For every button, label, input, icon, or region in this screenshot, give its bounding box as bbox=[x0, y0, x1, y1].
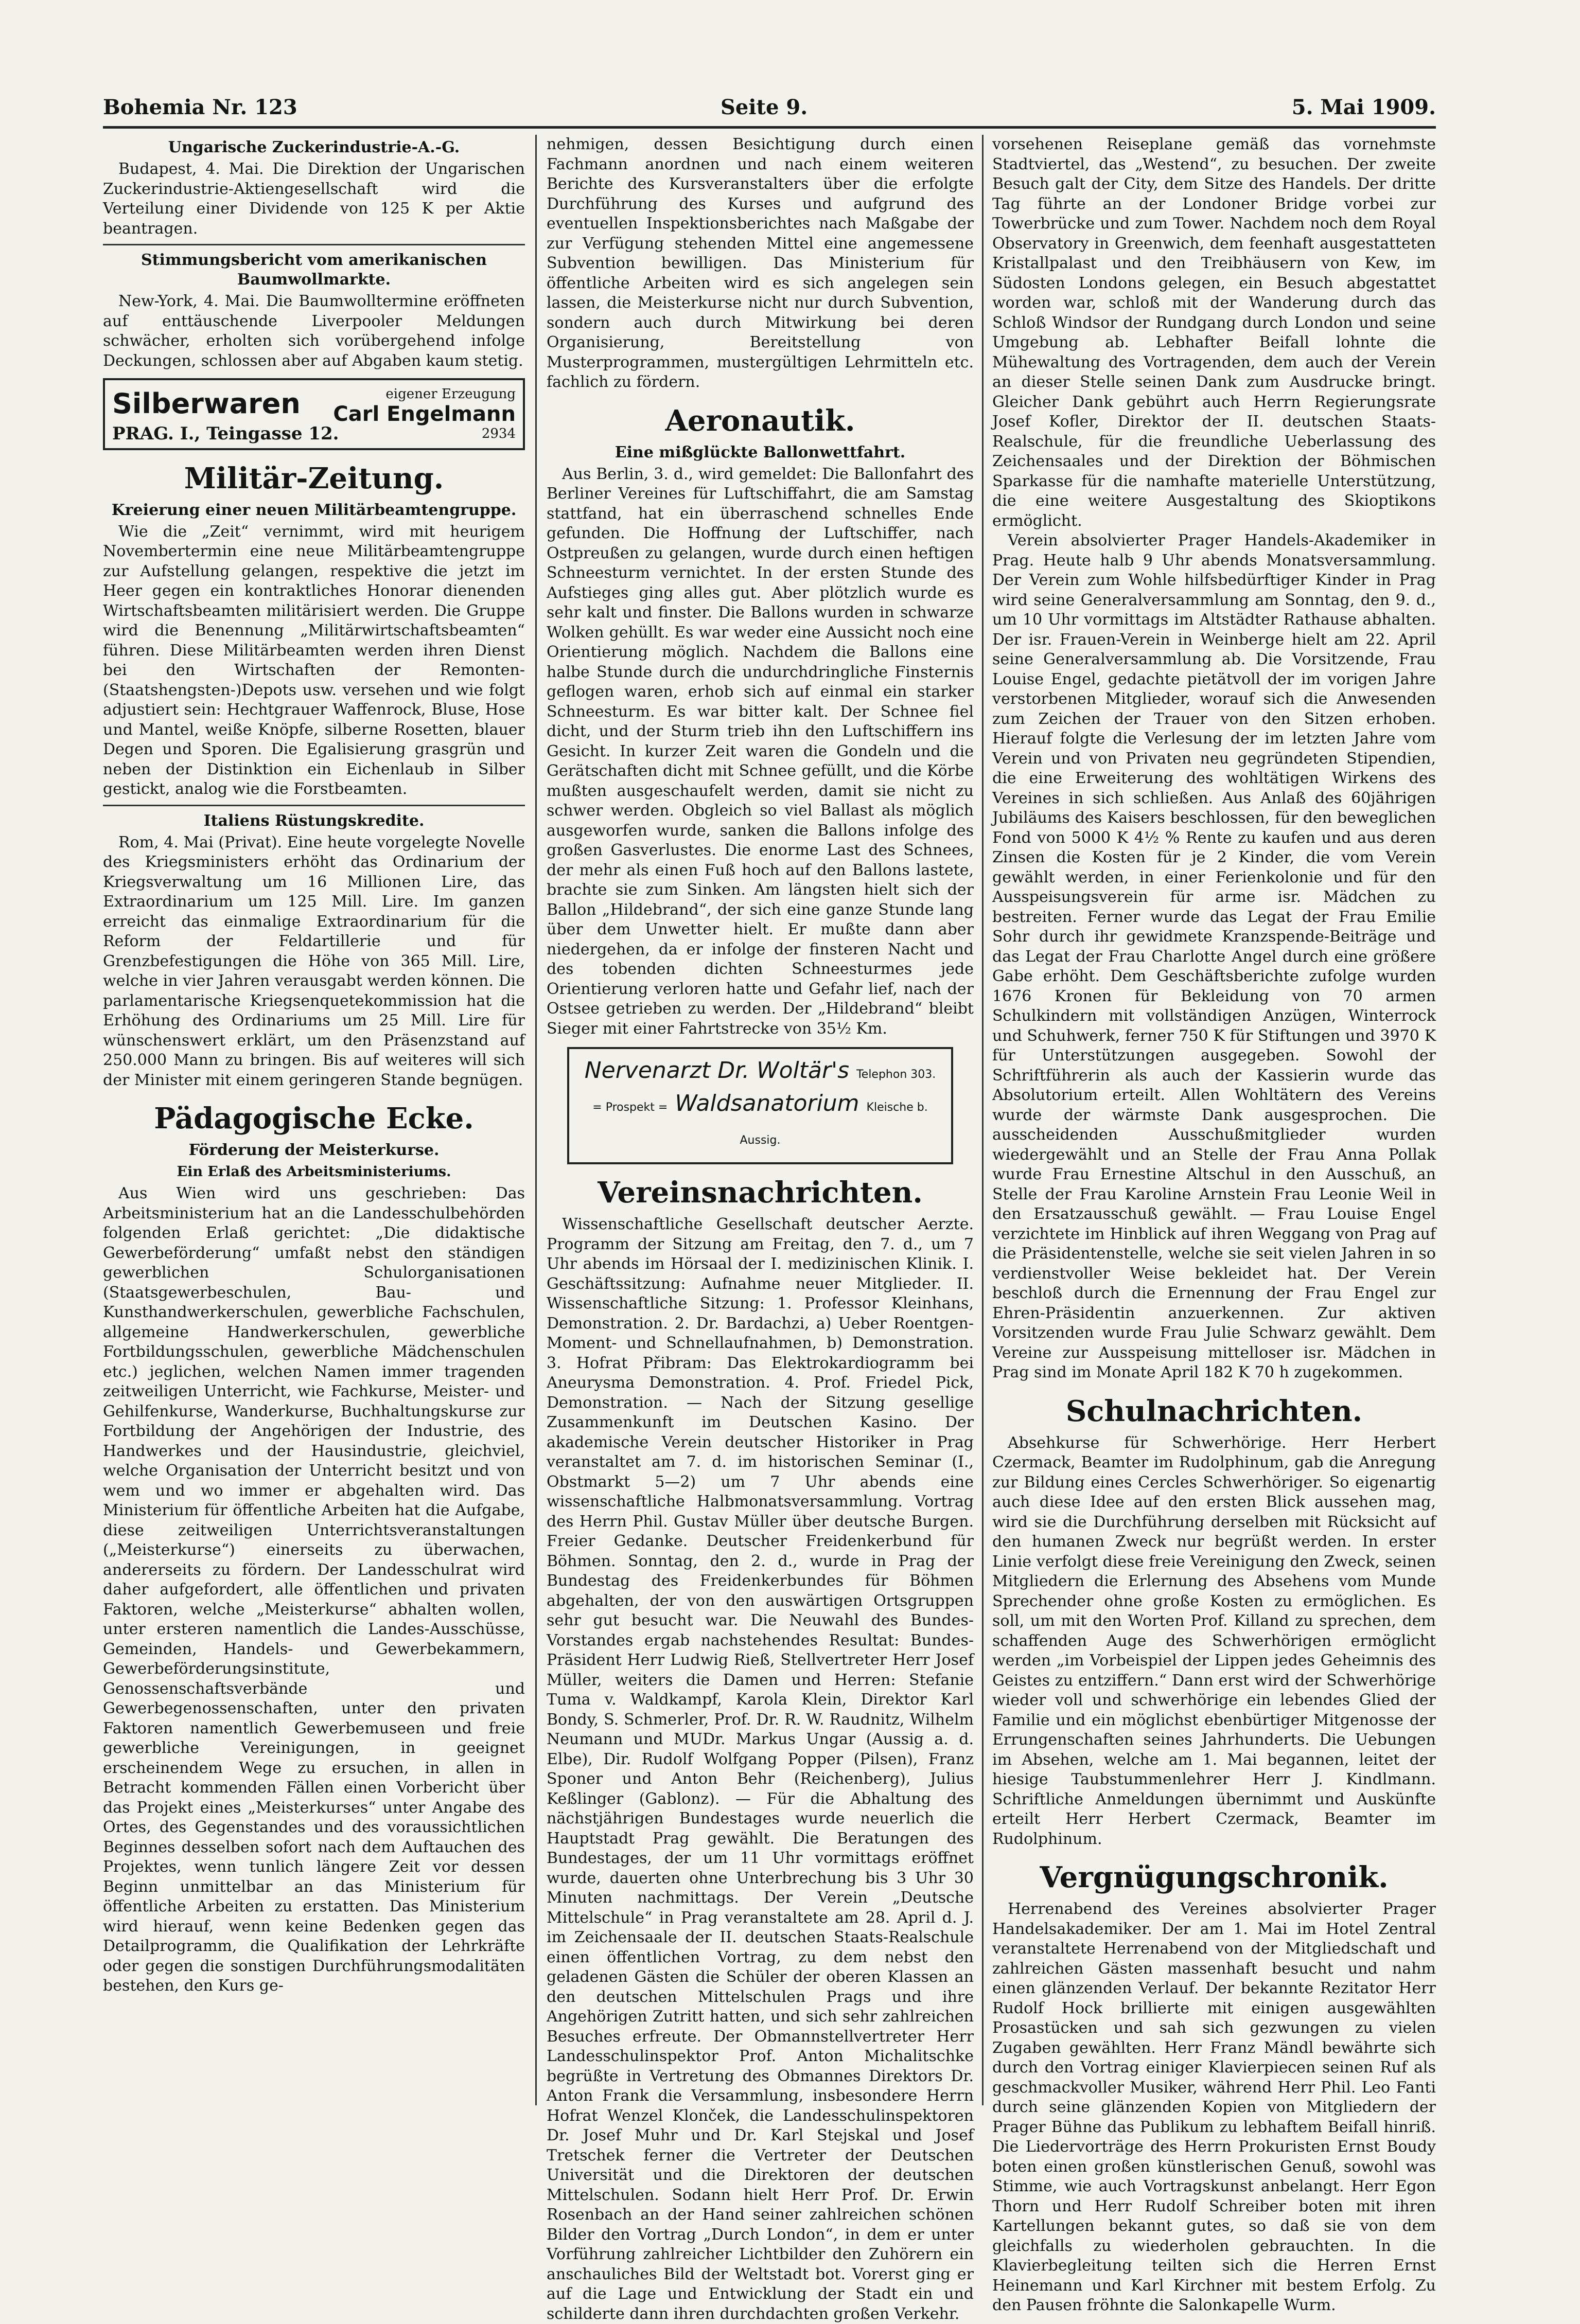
column-3 bbox=[992, 135, 1436, 2314]
column-divider bbox=[535, 135, 537, 2105]
article-body: Absehkurse für Schwerhörige. Herr Herbert Czermack, Beamter im Rudolphinum, gab die Anregung zur Bildung eines Cercles Schwerhöriger. So eigenartig auch diese Idee auf den ersten Blick aussehen mag, wird sie die Durchführung derselben mit Rücksicht auf den humanen Zweck nur begrüßt werden. In erster Linie verfolgt diese freie Vereinigung den Zweck, seinen Mitgliedern die Erlernung des Absehens vom Munde Sprechender ohne große Kosten zu ermöglichen. Es soll, um mit den Worten Prof. Killand zu sprechen, dem schaffenden Auge des Schwerhörigen ermöglicht werden „im Vorbeispiel der Lippen jedes Geheimnis des Geistes zu entziffern.“ Dann erst wird der Schwerhörige wieder voll und schwerhörige ein lebendes Glied der Familie und ein möglichst ebenbürtiger Mitgenosse der Errungenschaften seines Jahrhunderts. Die Uebungen im Absehen, welche am 1. Mai begannen, leitet der hiesige Taubstummenlehrer Herr J. Kindlmann. Schriftliche Anmeldungen übernimmt und Auskünfte erteilt Herr Herbert Czermack, Beamter im Rudolphinum. bbox=[992, 1433, 1436, 1848]
header-date: 5. Mai 1909. bbox=[1291, 95, 1436, 119]
ad-address: PRAG. I., Teingasse 12. bbox=[112, 423, 339, 444]
divider bbox=[103, 244, 525, 245]
article-body: vorsehenen Reiseplane gemäß das vornehmste Stadtviertel, das „Westend“, zu besuchen. Der zweite Besuch galt der City, dem Sitze des Handels. Der dritte Tag führte an der Londoner Bridge vorbei zur Towerbrücke und zum Tower. Nachdem noch dem Royal Observatory in Greenwich, dem feenhaft ausgestatteten Kristallpalast und den Treibhäusern von Kew, im Südosten Londons gelegen, ein Besuch abgestattet worden war, schloß mit der Wanderung durch das Schloß Windsor der Rundgang durch London und seine Umgebung ab. Lebhafter Beifall lohnte die Mühewaltung des Vortragenden, dem auch der Verein an dieser Stelle seinen Dank zum Ausdrucke bringt. Gleicher Dank gebührt auch Herrn Regierungsrate Josef Kofler, Direktor der II. deutschen Staats-Realschule, für die freundliche Ueberlassung des Zeichensaales und der Direktion der Böhmischen Sparkasse für die namhafte materielle Unterstützung, die eine weitere Ausgestaltung des Skioptikons ermöglicht. bbox=[992, 135, 1436, 530]
sanatorium-advertisement bbox=[567, 1047, 953, 1164]
article-body: nehmigen, dessen Besichtigung durch einen Fachmann anordnen und nach einem weiteren Berichte des Kursveranstalters über die erfolgte Durchführung des Kurses und aufgrund des eventuellen Inspektionsberichtes nach Maßgabe der zur Verfügung stehenden Mittel eine angemessene Subvention bewilligen. Das Ministerium für öffentliche Arbeiten wird es sich angelegen sein lassen, die Meisterkurse nicht nur durch Subvention, sondern auch durch Mitwirkung bei deren Organisierung, Bereitstellung von Musterprogrammen, mustergültigen Lehrmitteln etc. fachlich zu fördern. bbox=[547, 135, 974, 391]
article-heading: Kreierung einer neuen Militärbeamtengruppe. bbox=[111, 501, 517, 519]
article-heading: Eine mißglückte Ballonwettfahrt. bbox=[615, 443, 906, 462]
article-body: Rom, 4. Mai (Privat). Eine heute vorgelegte Novelle des Kriegsministers erhöht das Ordinarium der Kriegsverwaltung um 16 Millionen Lire, das Extraordinarium um 125 Mill. Lire. Im ganzen erreicht das einmalige Extraordinarium für die Reform der Feldartillerie und für Grenzbefestigungen die Höhe von 365 Mill. Lire, welche in vier Jahren verausgabt werden können. Die parlamentarische Kriegsenquetekommission hat die Erhöhung des Ordinariums um 25 Mill. Lire für wünschenswert erklärt, um den Präsenzstand auf 250.000 Mann zu bringen. Bis auf weiteres will sich der Minister mit einem geringeren Stande begnügen. bbox=[103, 833, 525, 1089]
article-heading: Italiens Rüstungskredite. bbox=[203, 811, 425, 830]
section-title: Schulnachrichten. bbox=[1065, 1394, 1363, 1428]
ad-headline: Silberwaren bbox=[112, 387, 301, 420]
page-header bbox=[103, 95, 1436, 129]
article-body: Wie die „Zeit“ vernimmt, wird mit heurigem Novembertermin eine neue Militärbeamtengruppe zur Aufstellung gelangen, respektive die jetzt im Heer gegen ein kontraktliches Honorar dienenden Wirtschaftsbeamten militärisiert werden. Die Gruppe wird die Benennung „Militärwirtschaftsbeamten“ führen. Diese Militärbeamten werden ihren Dienst bei den Wirtschaften der Remonten-(Staatshengsten-)Depots usw. versehen und wie folgt adjustiert sein: Hechtgrauer Waffenrock, Bluse, Hose und Mantel, weiße Knöpfe, silberne Rosetten, blauer Degen und Sporen. Die Egalisierung grasgrün und neben der Distinktion ein Eichenlaub in Silber gestickt, analog wie die Forstbeamten. bbox=[103, 522, 525, 798]
article-body: Aus Wien wird uns geschrieben: Das Arbeitsministerium hat an die Landesschulbehörden folgenden Erlaß gerichtet: „Die didaktische Gewerbeförderung“ umfaßt nebst den ständigen gewerblichen Schulorganisationen (Staatsgewerbeschulen, Bau- und Kunsthandwerkerschulen, gewerbliche Fachschulen, allgemeine Handwerkerschulen, gewerbliche Fortbildungsschulen, gewerbliche Mädchenschulen etc.) jeglichen, welchen Namen immer tragenden zeitweiligen Unterricht, wie Fachkurse, Meister- und Gehilfenkurse, Wanderkurse, Buchhaltungskurse zur Fortbildung der Angehörigen der Industrie, des Handwerkes und der Hausindustrie, gleichviel, welche Organisation der Unterricht besitzt und von wem und wo immer er abgehalten wird. Das Ministerium für öffentliche Arbeiten hat die Aufgabe, diese zeitweiligen Unterrichtsveranstaltungen („Meisterkurse“) einerseits zu überwachen, andererseits zu fördern. Der Landesschulrat wird daher aufgefordert, alle öffentlichen und privaten Faktoren, welche „Meisterkurse“ abhalten wollen, unter ersteren namentlich die Landes-Ausschüsse, Gemeinden, Handels- und Gewerbekammern, Gewerbeförderungsinstitute, Genossenschaftsverbände und Gewerbegenossenschaften, unter den privaten Faktoren namentlich Gewerbemuseen und freie gewerbliche Vereinigungen, in geeignet erscheinendem Wege zu ersuchen, in allen in Betracht kommenden Fällen einen Vorbericht über das Projekt eines „Meisterkurses“ unter Angabe des Ortes, des Gegenstandes und des voraussichtlichen Beginnes desselben sofort nach dem Auftauchen des Projektes, wenn tunlich längere Zeit vor dessen Beginn unmittelbar an das Ministerium für öffentliche Arbeiten zu erstatten. Das Ministerium wird hierauf, wenn keine Bedenken gegen das Detailprogramm, die Qualifikation der Lehrkräfte oder gegen die sonstigen Durchführungsmodalitäten bestehen, den Kurs ge- bbox=[103, 1184, 525, 1995]
section-title: Vergnügungschronik. bbox=[1040, 1860, 1389, 1894]
ad-location: Kleische b. Aussig. bbox=[740, 1101, 928, 1147]
article-heading: Ungarische Zuckerindustrie-A.-G. bbox=[168, 138, 460, 156]
ad-subline: eigener Erzeugung bbox=[385, 386, 516, 402]
ad-name: Waldsanatorium bbox=[675, 1090, 859, 1116]
article-body: New-York, 4. Mai. Die Baumwolltermine eröffneten auf enttäuschende Liverpooler Meldungen schwächer, erholten sich vorübergehend infolge Deckungen, schlossen aber auf Abgaben kaum stetig. bbox=[103, 292, 525, 370]
ad-title: Nervenarzt Dr. Woltär's bbox=[584, 1057, 850, 1084]
article-body: Wissenschaftliche Gesellschaft deutscher Aerzte. Programm der Sitzung am Freitag, den 7. d., um 7 Uhr abends im Hörsaal der I. medizinischen Klinik. I. Geschäftssitzung: Aufnahme neuer Mitglieder. II. Wissenschaftliche Sitzung: 1. Professor Kleinhans, Demonstration. 2. Dr. Bardachzi, a) Ueber Roentgen-Moment- und Schnellaufnahmen, b) Demonstration. 3. Hofrat Přibram: Das Elektrokardiogramm bei Aneurysma Demonstration. 4. Prof. Friedel Pick, Demonstration. — Nach der Sitzung gesellige Zusammenkunft im Deutschen Kasino. Der akademische Verein deutscher Historiker in Prag veranstaltet am 7. d. im historischen Seminar (I., Obstmarkt 5—2) um 7 Uhr abends eine wissenschaftliche Halbmonatsversammlung. Vortrag des Herrn Phil. Gustav Müller über deutsche Burgen. Freier Gedanke. Deutscher Freidenkerbund für Böhmen. Sonntag, den 2. d., wurde in Prag der Bundestag des Freidenkerbundes für Böhmen abgehalten, der von den auswärtigen Ortsgruppen sehr gut besucht war. Die Neuwahl des Bundes-Vorstandes ergab nachstehendes Resultat: Bundes-Präsident Herr Ludwig Rieß, Stellvertreter Herr Josef Müller, weiters die Damen und Herren: Stefanie Tuma v. Waldkampf, Karola Klein, Direktor Karl Bondy, S. Schmerler, Prof. Dr. R. W. Raudnitz, Wilhelm Neumann und MUDr. Markus Ungar (Aussig a. d. Elbe), Dir. Rudolf Wolfgang Popper (Pilsen), Franz Sponer und Anton Behr (Reichenberg), Julius Keßlinger (Gablonz). — Für die Abhaltung des nächstjährigen Bundestages wurde neuerlich die Hauptstadt Prag gewählt. Die Beratungen des Bundestages, der um 11 Uhr vormittags eröffnet wurde, dauerten ohne Unterbrechung bis 3 Uhr 30 Minuten nachmittags. Der Verein „Deutsche Mittelschule“ in Prag veranstaltete am 28. April d. J. im Zeichensaale der II. deutschen Staats-Realschule einen öffentlichen Vortrag, zu dem nebst den geladenen Gästen die Schüler der oberen Klassen an den deutschen Mittelschulen Prags und ihre Angehörigen Zutritt hatten, und sich sehr zahlreichen Besuches erfreute. Der Obmannstellvertreter Herr Landesschulinspektor Prof. Anton Michalitschke begrüßte in Vertretung des Obmannes Direktors Dr. Anton Frank die Versammlung, insbesondere Herrn Hofrat Wenzel Klonček, die Landesschulinspektoren Dr. Josef Muhr und Dr. Karl Stejskal und Josef Tretschek ferner die Vertreter der Deutschen Universität und die Direktoren der deutschen Mittelschulen. Sodann hielt Herr Prof. Dr. Erwin Rosenbach an der Hand seiner zahlreichen schönen Bilder den Vortrag „Durch London“, in dem er unter Vorführung zahlreicher Lichtbilder den Zuhörern ein anschauliches Bild der Weltstadt bot. Vorerst ging er auf die Lage und Entwicklung der Stadt ein und schilderte dann ihren durchdachten großen Verkehr. bbox=[547, 1215, 974, 2323]
ad-number: 2934 bbox=[481, 426, 516, 441]
article-body: Budapest, 4. Mai. Die Direktion der Ungarischen Zuckerindustrie-Aktiengesellschaft wird die Verteilung einer Dividende von 125 K per Aktie beantragen. bbox=[103, 160, 525, 238]
article-subheading: Ein Erlaß des Arbeitsministeriums. bbox=[177, 1164, 451, 1180]
column-1 bbox=[103, 135, 525, 2110]
ad-phone: Telephon 303. bbox=[856, 1068, 936, 1081]
article-body: Verein absolvierter Prager Handels-Akademiker in Prag. Heute halb 9 Uhr abends Monatsversammlung. Der Verein zum Wohle hilfsbedürftiger Kinder in Prag wird seine Generalversammlung am Sonntag, den 9. d., um 10 Uhr vormittags im Altstädter Rathause abhalten. Der isr. Frauen-Verein in Weinberge hielt am 22. April seine Generalversammlung ab. Die Vorsitzende, Frau Louise Engel, gedachte pietätvoll der im vorigen Jahre verstorbenen Mitglieder, worauf sich die Anwesenden zum Zeichen der Trauer von den Sitzen erhoben. Hierauf folgte die Verlesung der im letzten Jahre vom Verein und von Privaten neu gegründeten Stipendien, die eine Erweiterung des wohltätigen Wirkens des Vereines in sich schließen. Aus Anlaß des 60jährigen Jubiläums des Kaisers beschlossen, für den beweglichen Fond von 5000 K 4½ % Rente zu kaufen und aus deren Zinsen die Kosten für je 2 Kinder, die vom Verein gewählt werden, in einer Ferienkolonie und für den Ausspeisungsverein für arme isr. Mädchen zu bestreiten. Ferner wurde das Legat der Frau Emilie Sohr durch ihr gewidmete Kranzspende-Beiträge und das Legat der Frau Charlotte Angel durch eine größere Gabe erhöht. Dem Geschäftsberichte zufolge wurden 1676 Kronen für Bekleidung von 70 armen Schulkindern mit vollständigen Anzügen, Winterrock und Schuhwerk, ferner 750 K für Stiftungen und 3970 K für Unterstützungen ausgegeben. Sowohl der Schriftführerin als auch der Kassierin wurde das Absolutorium erteilt. Allen Wohltätern des Vereins wurde der wärmste Dank ausgesprochen. Die ausscheidenden Ausschußmitglieder wurden wiedergewählt und an Stelle der Frau Anna Pollak wurde Frau Ernestine Altschul in den Ausschuß, an Stelle der Frau Karoline Arnstein Frau Leonie Weil in den Ersatzausschuß gewählt. — Frau Louise Engel verzichtete im Hinblick auf ihren Weggang von Prag auf die Präsidentenstelle, welche sie seit vielen Jahren in so verdienstvoller Weise bekleidet hat. Der Verein beschloß durch die Ernennung der Frau Engel zur Ehren-Präsidentin anzuerkennen. Zur aktiven Vorsitzenden wurde Frau Julie Schwarz gewählt. Dem Vereine zur Ausspeisung mittelloser isr. Mädchen in Prag sind im Monate April 182 K 70 h zugekommen. bbox=[992, 531, 1436, 1381]
article-body: Herrenabend des Vereines absolvierter Prager Handelsakademiker. Der am 1. Mai im Hotel Zentral veranstaltete Herrenabend von der Mitgliedschaft und zahlreichen Gästen massenhaft besucht und nahm einen glänzenden Verlauf. Der bekannte Rezitator Herr Rudolf Hock brillierte mit einigen ausgewählten Prosastücken und sah sich gezwungen zu vielen Zugaben gewählten. Herr Franz Mändl bewährte sich durch den Vortrag einiger Klavierpiecen seinen Ruf als geschmackvoller Musiker, während Herr Phil. Leo Fanti durch seine glänzenden Kopien von Mitgliedern der Prager Bühne das Publikum zu lebhaftem Beifall hinriß. Die Liedervorträge des Herrn Prokuristen Ernst Boudy boten einen großen künstlerischen Genuß, sowohl was Stimme, wie auch Vortragskunst anbelangt. Herr Egon Thorn und Herr Rudolf Schreiber boten mit ihren Kartellungen bekannt gutes, so daß sie von dem gleichfalls zu wiederholen gebrauchten. In die Klavierbegleitung teilten sich die Herren Ernst Heinemann und Karl Kirchner mit bestem Erfolg. Zu den Pausen fröhnte die Salonkapelle Wurm. bbox=[992, 1900, 1436, 2314]
ad-company: Carl Engelmann bbox=[333, 402, 516, 426]
header-issue: Bohemia Nr. 123 bbox=[103, 95, 297, 119]
ad-prospekt: = Prospekt = bbox=[592, 1101, 668, 1114]
article-body: Aus Berlin, 3. d., wird gemeldet: Die Ballonfahrt des Berliner Vereines für Luftschiffahrt, die am Samstag stattfand, hat ein überraschend schnelles Ende gefunden. Die Hoffnung der Luftschiffer, nach Ostpreußen zu gelangen, wurde durch einen heftigen Schneesturm vernichtet. In der ersten Stunde des Aufstieges ging alles gut. Aber plötzlich wurde es sehr kalt und finster. Die Ballons wurden in schwarze Wolken gehüllt. Es war weder eine Aussicht noch eine Orientierung möglich. Nachdem die Ballons eine halbe Stunde durch die undurchdringliche Finsternis geflogen waren, erhob sich auf einmal ein starker Schneesturm. Es war bitter kalt. Der Schnee fiel dicht, und der Sturm trieb ihn den Luftschiffern ins Gesicht. In kurzer Zeit waren die Gondeln und die Gerätschaften dicht mit Schnee gefüllt, und die Körbe mußten ausgeschaufelt werden, damit sie nicht zu schwer werden. Obgleich so viel Ballast als möglich ausgeworfen wurde, sanken die Ballons infolge des großen Gasverlustes. Die enorme Last des Schnees, der mehr als einen Fuß hoch auf den Ballons lastete, brachte sie zum Sinken. Am längsten hielt sich der Ballon „Hildebrand“, der sich eine ganze Stunde lang über dem Unwetter hielt. Er mußte dann aber niedergehen, da er infolge der finsteren Nacht und des tobenden dichten Schneesturmes jede Orientierung verloren hatte und Gefahr lief, nach der Ostsee getrieben zu werden. Der „Hildebrand“ bleibt Sieger mit einer Fahrtstrecke von 35½ Km. bbox=[547, 465, 974, 1038]
article-heading: Förderung der Meisterkurse. bbox=[188, 1141, 440, 1159]
header-page-number: Seite 9. bbox=[721, 95, 808, 119]
silberwaren-advertisement bbox=[103, 378, 525, 450]
section-title: Aeronautik. bbox=[665, 403, 855, 438]
column-divider bbox=[982, 135, 984, 2105]
column-2 bbox=[547, 135, 974, 2323]
divider bbox=[103, 805, 525, 806]
section-title: Pädagogische Ecke. bbox=[154, 1102, 474, 1136]
article-heading: Stimmungsbericht vom amerikanischen Baumwollmarkte. bbox=[141, 251, 487, 289]
section-title: Vereinsnachrichten. bbox=[598, 1176, 923, 1210]
section-title: Militär-Zeitung. bbox=[184, 461, 444, 495]
